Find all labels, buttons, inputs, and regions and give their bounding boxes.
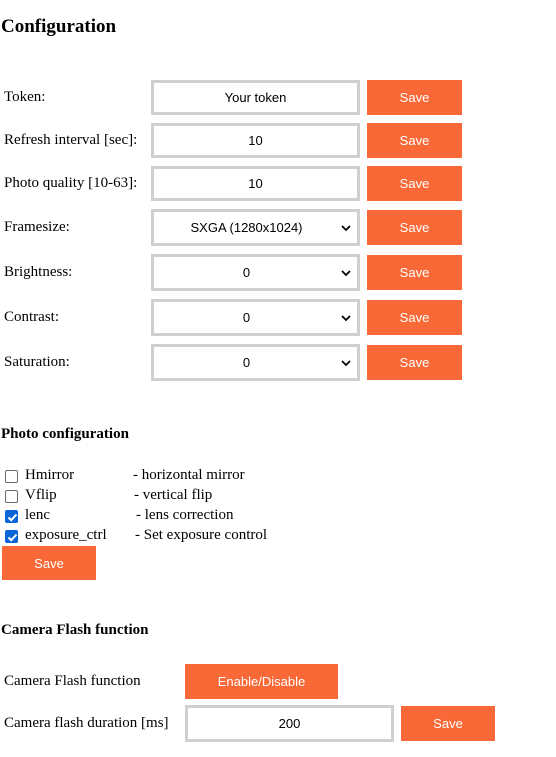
chevron-down-icon xyxy=(340,222,352,234)
chevron-down-icon xyxy=(340,267,352,279)
refresh-save-button[interactable]: Save xyxy=(367,123,462,158)
brightness-row xyxy=(0,254,556,291)
vflip-checkbox[interactable] xyxy=(5,490,18,503)
saturation-save-button[interactable]: Save xyxy=(367,345,462,380)
chevron-down-icon xyxy=(340,312,352,324)
framesize-save-button[interactable]: Save xyxy=(367,210,462,245)
contrast-row xyxy=(0,299,556,336)
brightness-label: Brightness: xyxy=(4,264,73,280)
hmirror-label: Hmirror xyxy=(25,467,75,483)
option-exposure xyxy=(0,527,556,547)
saturation-select[interactable] xyxy=(151,344,360,381)
quality-label: Photo quality [10-63]: xyxy=(4,175,138,191)
lenc-checkbox[interactable] xyxy=(5,510,18,523)
flash-section-title: Camera Flash function xyxy=(1,622,149,638)
contrast-save-button[interactable]: Save xyxy=(367,300,462,335)
flash-duration-row xyxy=(0,705,556,742)
hmirror-desc: - horizontal mirror xyxy=(133,467,245,483)
token-input[interactable] xyxy=(151,80,360,115)
refresh-label: Refresh interval [sec]: xyxy=(4,132,138,148)
saturation-row xyxy=(0,344,556,381)
flash-duration-save-button[interactable]: Save xyxy=(401,706,495,741)
framesize-row xyxy=(0,209,556,246)
brightness-save-button[interactable]: Save xyxy=(367,255,462,290)
token-label: Token: xyxy=(4,89,46,105)
brightness-select[interactable] xyxy=(151,254,360,291)
vflip-label: Vflip xyxy=(25,487,57,503)
flash-toggle-button[interactable]: Enable/Disable xyxy=(185,664,338,699)
token-save-button[interactable]: Save xyxy=(367,80,462,115)
framesize-select[interactable] xyxy=(151,209,360,246)
framesize-label: Framesize: xyxy=(4,219,70,235)
photo-save-button[interactable]: Save xyxy=(2,546,96,580)
saturation-value: 0 xyxy=(242,355,251,370)
checkmark-icon xyxy=(6,511,19,524)
option-lenc xyxy=(0,507,556,527)
flash-duration-input[interactable] xyxy=(185,705,394,742)
page-title: Configuration xyxy=(1,16,117,37)
exposure-desc: - Set exposure control xyxy=(135,527,268,543)
exposure-checkbox[interactable] xyxy=(5,530,18,543)
photo-config-title: Photo configuration xyxy=(1,426,129,442)
quality-row xyxy=(0,166,556,201)
option-hmirror xyxy=(0,467,556,487)
exposure-label: exposure_ctrl xyxy=(25,527,107,543)
framesize-value: SXGA (1280x1024) xyxy=(190,220,303,235)
contrast-select[interactable] xyxy=(151,299,360,336)
flash-duration-label: Camera flash duration [ms] xyxy=(4,715,169,731)
lenc-label: lenc xyxy=(25,507,50,523)
contrast-value: 0 xyxy=(242,310,251,325)
brightness-value: 0 xyxy=(242,265,251,280)
lenc-desc: - lens correction xyxy=(136,507,234,523)
hmirror-checkbox[interactable] xyxy=(5,470,18,483)
quality-save-button[interactable]: Save xyxy=(367,166,462,201)
flash-function-row xyxy=(0,664,556,699)
refresh-row xyxy=(0,123,556,158)
vflip-desc: - vertical flip xyxy=(134,487,213,503)
checkmark-icon xyxy=(6,531,19,544)
flash-function-label: Camera Flash function xyxy=(4,673,141,689)
token-row xyxy=(0,80,556,115)
refresh-input[interactable] xyxy=(151,123,360,158)
saturation-label: Saturation: xyxy=(4,354,70,370)
quality-input[interactable] xyxy=(151,166,360,201)
contrast-label: Contrast: xyxy=(4,309,59,325)
option-vflip xyxy=(0,487,556,507)
chevron-down-icon xyxy=(340,357,352,369)
